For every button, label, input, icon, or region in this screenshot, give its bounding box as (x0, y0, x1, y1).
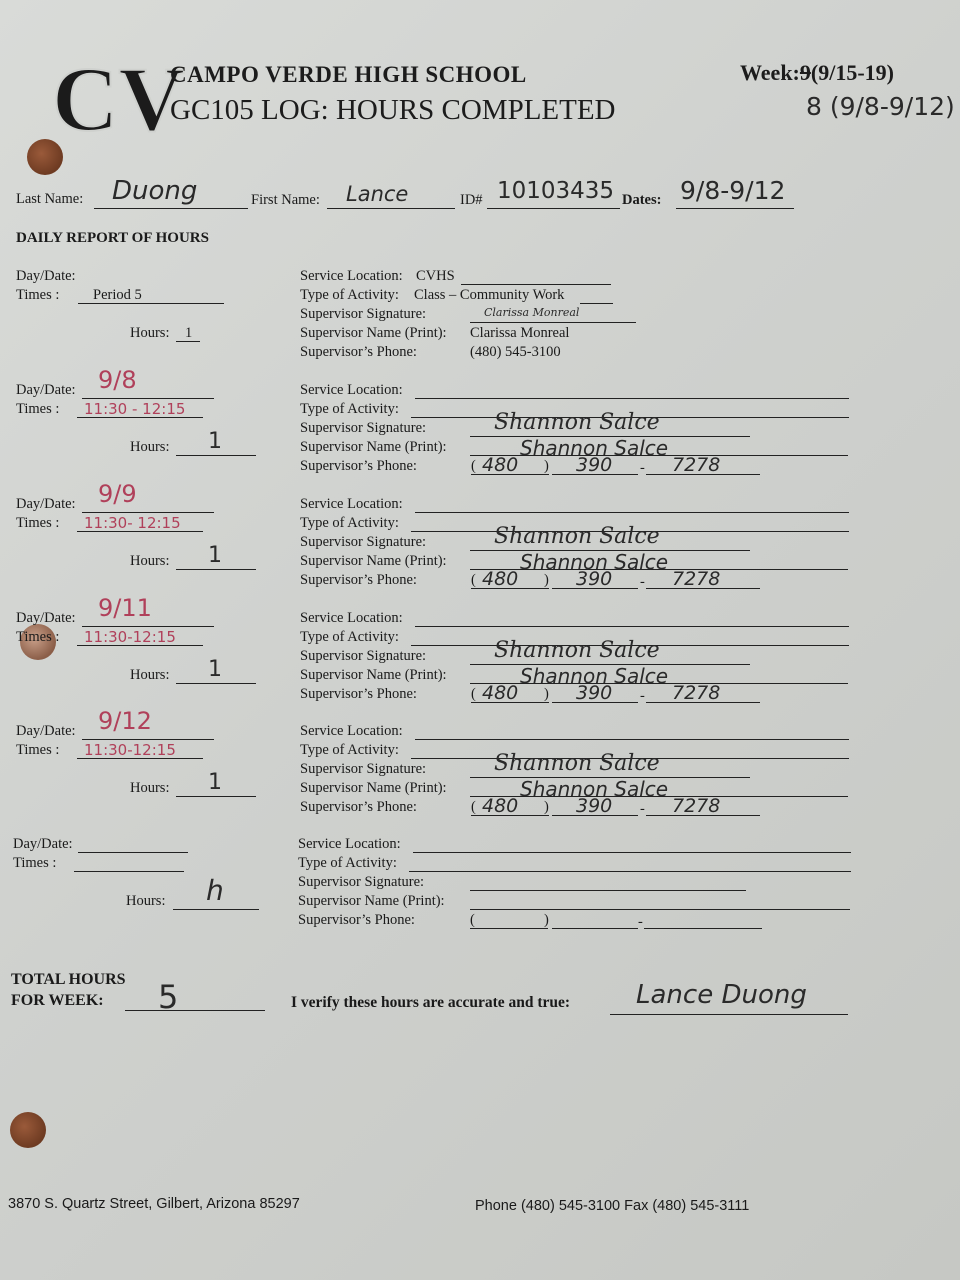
times-label: Times : (16, 515, 60, 531)
signature-label: Supervisor Signature: (300, 534, 427, 550)
entry-hours-value[interactable]: 1 (208, 543, 222, 568)
phone-close-paren: ) (544, 458, 549, 474)
svg-text:CV: CV (52, 48, 185, 150)
service-location-label: Service Location: (300, 496, 403, 512)
blank-activity-label: Type of Activity: (298, 855, 397, 871)
blank-hours-line (173, 909, 259, 910)
sample-service-location-value: CVHS (416, 268, 455, 284)
phone-prefix-line (552, 588, 638, 589)
sample-hours-label: Hours: (130, 325, 170, 341)
sample-service-location-line (461, 284, 611, 285)
blank-phone-line-line (644, 928, 762, 929)
blank-phone-close-paren: ) (544, 912, 549, 928)
entry-date-value[interactable]: 9/11 (98, 594, 152, 622)
times-label: Times : (16, 401, 60, 417)
day-date-line (82, 512, 214, 513)
blank-times-label: Times : (13, 855, 57, 871)
service-location-line (415, 512, 849, 513)
blank-phone-label: Supervisor’s Phone: (298, 912, 415, 928)
supervisor-phone-label: Supervisor’s Phone: (300, 799, 417, 815)
phone-prefix-value[interactable]: 390 (576, 682, 613, 704)
hours-line (176, 569, 256, 570)
sample-times-label: Times : (16, 287, 60, 303)
week-label-group (740, 60, 894, 86)
supervisor-name-value[interactable]: Shannon Salce (520, 550, 669, 574)
day-date-label: Day/Date: (16, 723, 76, 739)
supervisor-signature-value[interactable]: Shannon Salce (494, 524, 660, 549)
phone-line-line (646, 588, 760, 589)
supervisor-name-value[interactable]: Shannon Salce (520, 777, 669, 801)
footer-contact: Phone (480) 545-3100 Fax (480) 545-3111 (475, 1198, 750, 1214)
times-label: Times : (16, 742, 60, 758)
signature-label: Supervisor Signature: (300, 761, 427, 777)
entry-times-value[interactable]: 11:30- 12:15 (84, 514, 181, 532)
last-name-label: Last Name: (16, 191, 84, 207)
total-hours-label-2: FOR WEEK: (11, 992, 104, 1009)
verify-label: I verify these hours are accurate and true: (291, 994, 571, 1011)
phone-prefix-value[interactable]: 390 (576, 795, 613, 817)
hours-line (176, 796, 256, 797)
supervisor-phone-label: Supervisor’s Phone: (300, 686, 417, 702)
blank-service-location-line (413, 852, 851, 853)
phone-area-line (471, 815, 549, 816)
blank-times-line (74, 871, 184, 872)
sample-phone-value: (480) 545-3100 (470, 344, 561, 360)
dates-value[interactable]: 9/8-9/12 (680, 176, 786, 205)
sample-signature-line (470, 322, 636, 323)
blank-name-line (470, 909, 850, 910)
hours-label: Hours: (130, 439, 170, 455)
total-hours-value[interactable]: 5 (158, 978, 179, 1016)
phone-close-paren: ) (544, 572, 549, 588)
id-value[interactable]: 10103435 (497, 178, 615, 204)
log-title: GC105 LOG: HOURS COMPLETED (170, 94, 616, 126)
phone-area-value[interactable]: 480 (482, 795, 519, 817)
blank-signature-label: Supervisor Signature: (298, 874, 425, 890)
phone-dash: - (640, 688, 645, 704)
signature-label: Supervisor Signature: (300, 420, 427, 436)
blank-phone-dash: - (638, 914, 643, 930)
service-location-line (415, 739, 849, 740)
phone-area-line (471, 474, 549, 475)
day-date-label: Day/Date: (16, 610, 76, 626)
id-line (487, 208, 620, 209)
phone-area-value[interactable]: 480 (482, 568, 519, 590)
entry-date-value[interactable]: 9/12 (98, 707, 152, 735)
last-name-line (94, 208, 248, 209)
dates-label: Dates: (622, 192, 662, 208)
phone-close-paren: ) (544, 686, 549, 702)
supervisor-name-label: Supervisor Name (Print): (300, 553, 447, 569)
supervisor-name-value[interactable]: Shannon Salce (520, 664, 669, 688)
phone-line-value[interactable]: 7278 (672, 568, 721, 590)
sample-activity-label: Type of Activity: (300, 287, 399, 303)
supervisor-phone-label: Supervisor’s Phone: (300, 572, 417, 588)
week-struck-number: 9 (799, 60, 811, 85)
verify-line (610, 1014, 848, 1015)
phone-area-value[interactable]: 480 (482, 454, 519, 476)
supervisor-signature-value[interactable]: Shannon Salce (494, 638, 660, 663)
entry-hours-value[interactable]: 1 (208, 429, 222, 454)
phone-prefix-line (552, 474, 638, 475)
blank-signature-line (470, 890, 746, 891)
times-label: Times : (16, 629, 60, 645)
first-name-value[interactable]: Lance (346, 182, 409, 206)
phone-open-paren: ( (471, 458, 476, 474)
service-location-line (415, 626, 849, 627)
week-label: Week: (740, 60, 800, 85)
activity-label: Type of Activity: (300, 401, 399, 417)
day-date-label: Day/Date: (16, 382, 76, 398)
sample-name-label: Supervisor Name (Print): (300, 325, 447, 341)
phone-dash: - (640, 801, 645, 817)
student-signature[interactable]: Lance Duong (636, 980, 807, 1010)
phone-line-value[interactable]: 7278 (672, 682, 721, 704)
blank-hours-mark[interactable]: ℎ (206, 874, 224, 907)
phone-prefix-line (552, 702, 638, 703)
service-location-label: Service Location: (300, 723, 403, 739)
supervisor-signature-value[interactable]: Shannon Salce (494, 751, 660, 776)
phone-line-value[interactable]: 7278 (672, 454, 721, 476)
phone-area-line (471, 702, 549, 703)
phone-area-value[interactable]: 480 (482, 682, 519, 704)
day-date-line (82, 626, 214, 627)
phone-dash: - (640, 574, 645, 590)
sample-hours-value: 1 (185, 325, 193, 341)
sample-activity-line (580, 303, 613, 304)
total-hours-line (125, 1010, 265, 1011)
phone-prefix-value[interactable]: 390 (576, 454, 613, 476)
service-location-label: Service Location: (300, 382, 403, 398)
sample-activity-value: Class – Community Work (414, 287, 565, 303)
phone-line-line (646, 702, 760, 703)
entry-hours-value[interactable]: 1 (208, 657, 222, 682)
sample-day-date-label: Day/Date: (16, 268, 76, 284)
entry-date-value[interactable]: 9/8 (98, 366, 137, 394)
section-title: DAILY REPORT OF HOURS (16, 230, 209, 246)
activity-label: Type of Activity: (300, 742, 399, 758)
first-name-label: First Name: (251, 192, 320, 208)
phone-prefix-value[interactable]: 390 (576, 568, 613, 590)
day-date-label: Day/Date: (16, 496, 76, 512)
day-date-line (82, 398, 214, 399)
blank-activity-line (409, 871, 851, 872)
sample-service-location-label: Service Location: (300, 268, 403, 284)
phone-close-paren: ) (544, 799, 549, 815)
week-handwritten: 8 (9/8-9/12) (806, 92, 955, 121)
first-name-line (327, 208, 455, 209)
entry-times-value[interactable]: 11:30-12:15 (84, 741, 176, 759)
blank-day-date-label: Day/Date: (13, 836, 73, 852)
supervisor-name-label: Supervisor Name (Print): (300, 439, 447, 455)
phone-line-line (646, 474, 760, 475)
supervisor-phone-label: Supervisor’s Phone: (300, 458, 417, 474)
total-hours-label-1: TOTAL HOURS (11, 971, 126, 988)
phone-open-paren: ( (471, 572, 476, 588)
blank-name-label: Supervisor Name (Print): (298, 893, 445, 909)
hours-line (176, 455, 256, 456)
phone-area-line (471, 588, 549, 589)
blank-phone-prefix-line (552, 928, 638, 929)
entry-hours-value[interactable]: 1 (208, 770, 222, 795)
sample-signature-label: Supervisor Signature: (300, 306, 427, 322)
activity-label: Type of Activity: (300, 515, 399, 531)
punch-hole-bottom (10, 1112, 46, 1148)
phone-line-value[interactable]: 7278 (672, 795, 721, 817)
sample-signature-value: Clarissa Monreal (484, 306, 580, 319)
service-location-line (415, 398, 849, 399)
activity-label: Type of Activity: (300, 629, 399, 645)
entry-times-value[interactable]: 11:30-12:15 (84, 628, 176, 646)
hours-label: Hours: (130, 667, 170, 683)
phone-open-paren: ( (471, 799, 476, 815)
footer-address: 3870 S. Quartz Street, Gilbert, Arizona 85297 (8, 1196, 300, 1212)
hours-label: Hours: (130, 780, 170, 796)
blank-day-date-line (78, 852, 188, 853)
supervisor-name-value[interactable]: Shannon Salce (520, 436, 669, 460)
supervisor-signature-value[interactable]: Shannon Salce (494, 410, 660, 435)
blank-service-location-label: Service Location: (298, 836, 401, 852)
day-date-line (82, 739, 214, 740)
supervisor-name-label: Supervisor Name (Print): (300, 780, 447, 796)
last-name-value[interactable]: Duong (112, 176, 198, 206)
blank-hours-label: Hours: (126, 893, 166, 909)
sample-times-value: Period 5 (93, 287, 142, 303)
hours-line (176, 683, 256, 684)
id-label: ID# (460, 192, 483, 208)
blank-phone-open-paren: ( (470, 912, 475, 928)
week-printed-range: (9/15-19) (810, 60, 894, 85)
signature-label: Supervisor Signature: (300, 648, 427, 664)
phone-prefix-line (552, 815, 638, 816)
sample-name-value: Clarissa Monreal (470, 325, 570, 341)
sample-phone-label: Supervisor’s Phone: (300, 344, 417, 360)
entry-date-value[interactable]: 9/9 (98, 480, 137, 508)
blank-phone-area-line (470, 928, 548, 929)
supervisor-name-label: Supervisor Name (Print): (300, 667, 447, 683)
phone-line-line (646, 815, 760, 816)
service-location-label: Service Location: (300, 610, 403, 626)
phone-dash: - (640, 460, 645, 476)
phone-open-paren: ( (471, 686, 476, 702)
entry-times-value[interactable]: 11:30 - 12:15 (84, 400, 186, 418)
hours-label: Hours: (130, 553, 170, 569)
school-name: CAMPO VERDE HIGH SCHOOL (170, 62, 527, 87)
dates-line (676, 208, 794, 209)
school-logo (50, 48, 185, 150)
